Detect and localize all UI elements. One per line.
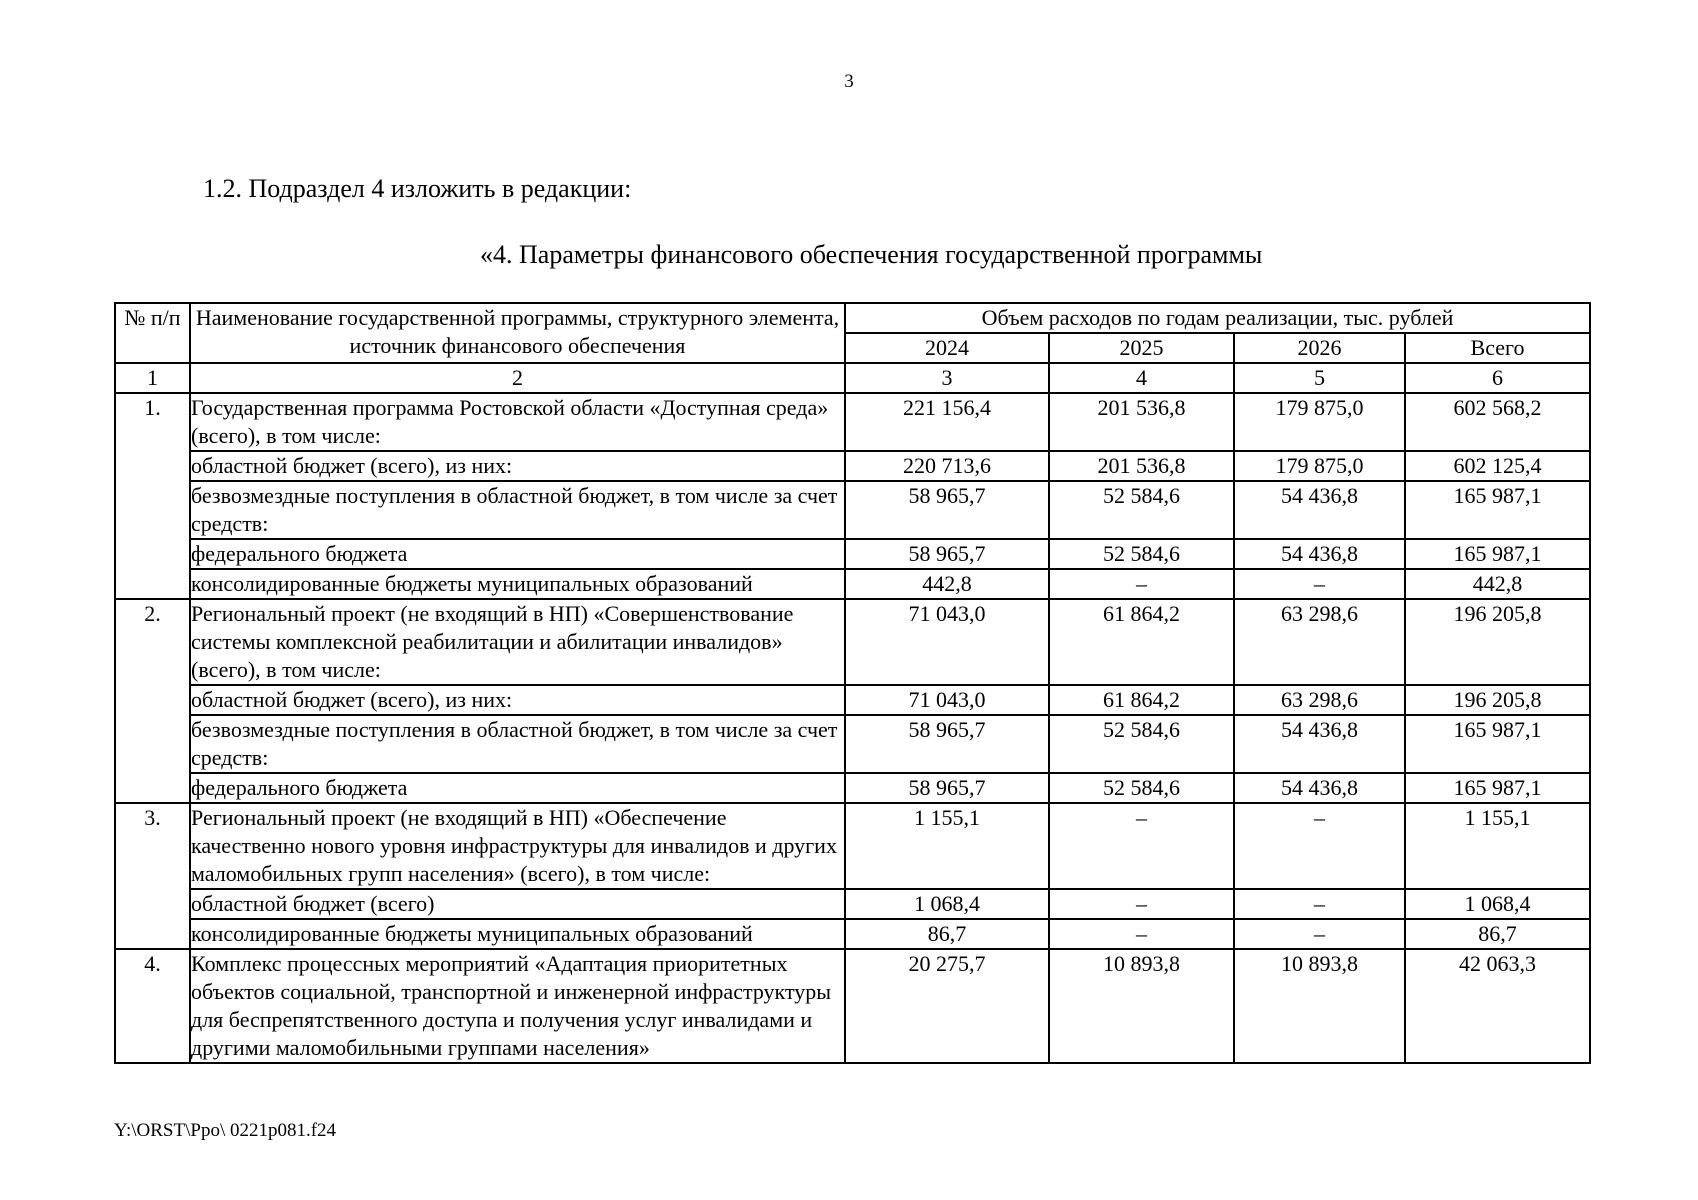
value-2026: 54 436,8 bbox=[1234, 773, 1405, 803]
value-2026: – bbox=[1234, 569, 1405, 599]
colnum-1: 1 bbox=[115, 363, 190, 393]
section-number: 2. bbox=[115, 599, 190, 803]
value-2026: 54 436,8 bbox=[1234, 539, 1405, 569]
value-2026: 63 298,6 bbox=[1234, 599, 1405, 685]
value-2026: 54 436,8 bbox=[1234, 715, 1405, 773]
section-heading: «4. Параметры финансового обеспечения государственной программы bbox=[480, 240, 1263, 269]
table-row bbox=[115, 539, 1590, 569]
table-row bbox=[115, 803, 1590, 889]
value-2024: 71 043,0 bbox=[845, 685, 1049, 715]
value-2026: 10 893,8 bbox=[1234, 949, 1405, 1063]
value-2025: – bbox=[1049, 889, 1234, 919]
row-name: безвозмездные поступления в областной бюджет, в том числе за счет средств: bbox=[190, 715, 845, 773]
colnum-4: 4 bbox=[1049, 363, 1234, 393]
value-2024: 58 965,7 bbox=[845, 481, 1049, 539]
table-row bbox=[115, 889, 1590, 919]
value-total: 1 068,4 bbox=[1405, 889, 1590, 919]
header-name: Наименование государственной программы, структурного элемента, источник финансового обеспечения bbox=[190, 303, 845, 363]
table-row bbox=[115, 685, 1590, 715]
value-2026: – bbox=[1234, 889, 1405, 919]
value-2025: 52 584,6 bbox=[1049, 481, 1234, 539]
row-name: консолидированные бюджеты муниципальных образований bbox=[190, 569, 845, 599]
section-number: 3. bbox=[115, 803, 190, 949]
value-2025: 52 584,6 bbox=[1049, 773, 1234, 803]
row-name: безвозмездные поступления в областной бюджет, в том числе за счет средств: bbox=[190, 481, 845, 539]
value-total: 442,8 bbox=[1405, 569, 1590, 599]
value-2026: 179 875,0 bbox=[1234, 451, 1405, 481]
colnum-5: 5 bbox=[1234, 363, 1405, 393]
financial-table bbox=[114, 302, 1591, 1064]
row-name: Комплекс процессных мероприятий «Адаптация приоритетных объектов социальной, транспортной и инженерной инфраструктуры для беспрепятственного доступа и получения услуг инвалидами и другими маломобильными группами населения» bbox=[190, 949, 845, 1063]
table-row bbox=[115, 451, 1590, 481]
colnum-6: 6 bbox=[1405, 363, 1590, 393]
value-2025: 201 536,8 bbox=[1049, 451, 1234, 481]
value-total: 1 155,1 bbox=[1405, 803, 1590, 889]
value-total: 602 568,2 bbox=[1405, 393, 1590, 451]
value-2026: 54 436,8 bbox=[1234, 481, 1405, 539]
header-2024: 2024 bbox=[845, 333, 1049, 363]
table-row bbox=[115, 919, 1590, 949]
row-name: областной бюджет (всего), из них: bbox=[190, 685, 845, 715]
value-2024: 220 713,6 bbox=[845, 451, 1049, 481]
value-2025: 61 864,2 bbox=[1049, 599, 1234, 685]
value-2025: 52 584,6 bbox=[1049, 715, 1234, 773]
value-total: 165 987,1 bbox=[1405, 773, 1590, 803]
header-expense-group: Объем расходов по годам реализации, тыс. рублей bbox=[845, 303, 1590, 333]
value-2024: 58 965,7 bbox=[845, 715, 1049, 773]
value-2024: 1 155,1 bbox=[845, 803, 1049, 889]
value-2025: 52 584,6 bbox=[1049, 539, 1234, 569]
table-row bbox=[115, 393, 1590, 451]
value-2025: 201 536,8 bbox=[1049, 393, 1234, 451]
value-2025: – bbox=[1049, 919, 1234, 949]
value-total: 602 125,4 bbox=[1405, 451, 1590, 481]
value-2025: 61 864,2 bbox=[1049, 685, 1234, 715]
table-row bbox=[115, 481, 1590, 539]
header-num: № п/п bbox=[115, 303, 190, 363]
value-2024: 71 043,0 bbox=[845, 599, 1049, 685]
header-2025: 2025 bbox=[1049, 333, 1234, 363]
table-row bbox=[115, 569, 1590, 599]
header-2026: 2026 bbox=[1234, 333, 1405, 363]
table-row bbox=[115, 773, 1590, 803]
row-name: консолидированные бюджеты муниципальных образований bbox=[190, 919, 845, 949]
value-2026: 179 875,0 bbox=[1234, 393, 1405, 451]
value-2025: 10 893,8 bbox=[1049, 949, 1234, 1063]
value-total: 165 987,1 bbox=[1405, 481, 1590, 539]
header-total: Всего bbox=[1405, 333, 1590, 363]
value-total: 165 987,1 bbox=[1405, 715, 1590, 773]
table-row bbox=[115, 715, 1590, 773]
page-number: 3 bbox=[844, 71, 854, 92]
value-2024: 442,8 bbox=[845, 569, 1049, 599]
row-name: Региональный проект (не входящий в НП) «Обеспечение качественно нового уровня инфраструктуры для инвалидов и других маломобильных групп населения» (всего), в том числе: bbox=[190, 803, 845, 889]
table-row bbox=[115, 949, 1590, 1063]
row-name: федерального бюджета bbox=[190, 539, 845, 569]
value-2024: 221 156,4 bbox=[845, 393, 1049, 451]
row-name: Региональный проект (не входящий в НП) «Совершенствование системы комплексной реабилитации и абилитации инвалидов» (всего), в том числе: bbox=[190, 599, 845, 685]
file-path-footer: Y:\ORST\Ppo\ 0221p081.f24 bbox=[114, 1120, 337, 1141]
value-2025: – bbox=[1049, 569, 1234, 599]
intro-paragraph: 1.2. Подраздел 4 изложить в редакции: bbox=[203, 174, 632, 203]
colnum-2: 2 bbox=[190, 363, 845, 393]
row-name: федерального бюджета bbox=[190, 773, 845, 803]
value-2026: – bbox=[1234, 919, 1405, 949]
value-total: 42 063,3 bbox=[1405, 949, 1590, 1063]
table-body bbox=[115, 393, 1590, 1063]
value-2026: 63 298,6 bbox=[1234, 685, 1405, 715]
row-name: областной бюджет (всего) bbox=[190, 889, 845, 919]
value-total: 196 205,8 bbox=[1405, 685, 1590, 715]
value-2024: 20 275,7 bbox=[845, 949, 1049, 1063]
section-number: 1. bbox=[115, 393, 190, 599]
value-total: 86,7 bbox=[1405, 919, 1590, 949]
colnum-3: 3 bbox=[845, 363, 1049, 393]
value-2024: 58 965,7 bbox=[845, 773, 1049, 803]
value-total: 196 205,8 bbox=[1405, 599, 1590, 685]
value-2026: – bbox=[1234, 803, 1405, 889]
value-total: 165 987,1 bbox=[1405, 539, 1590, 569]
value-2025: – bbox=[1049, 803, 1234, 889]
value-2024: 1 068,4 bbox=[845, 889, 1049, 919]
row-name: областной бюджет (всего), из них: bbox=[190, 451, 845, 481]
value-2024: 86,7 bbox=[845, 919, 1049, 949]
row-name: Государственная программа Ростовской области «Доступная среда» (всего), в том числе: bbox=[190, 393, 845, 451]
table-row bbox=[115, 599, 1590, 685]
section-number: 4. bbox=[115, 949, 190, 1063]
value-2024: 58 965,7 bbox=[845, 539, 1049, 569]
